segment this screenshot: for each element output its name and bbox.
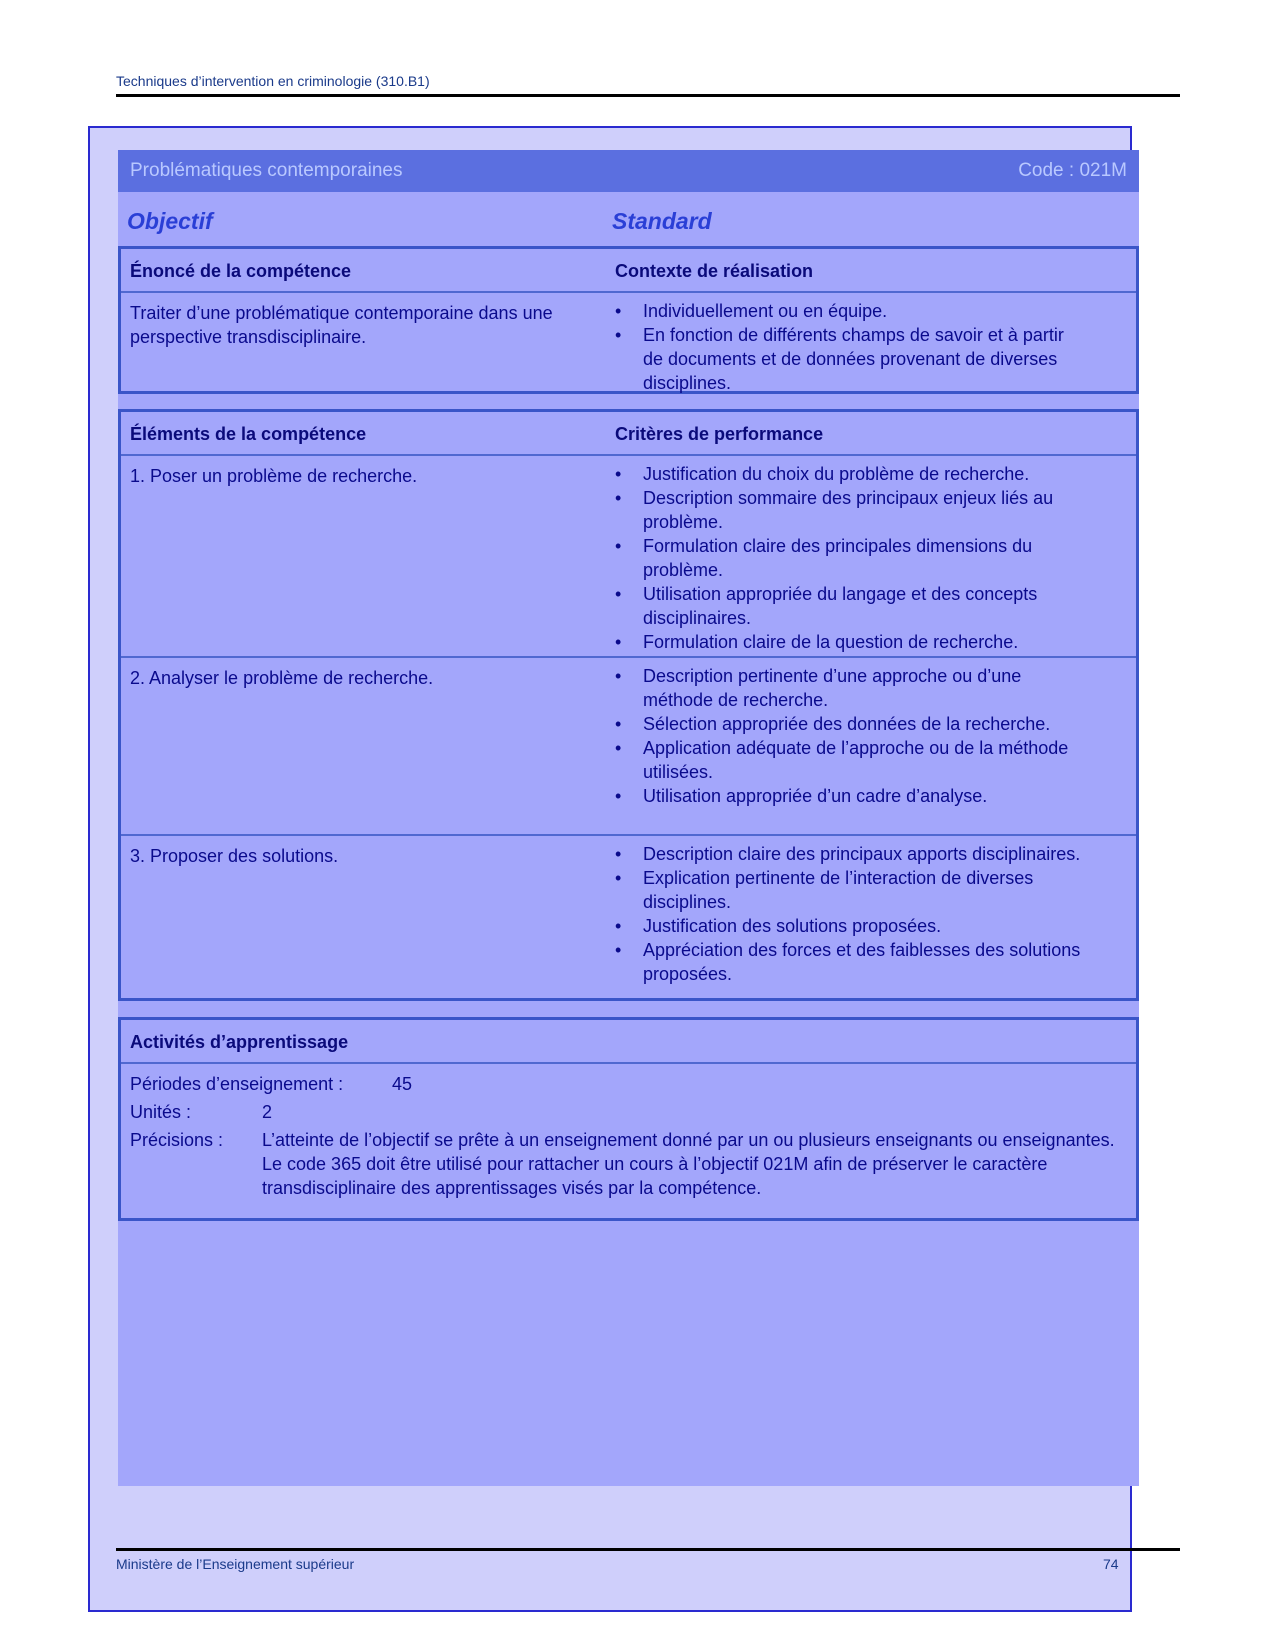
competence-section (118, 246, 1139, 394)
contexte-list (615, 299, 1085, 395)
criterion-item: • Formulation claire des principales dimensions du problème. (615, 534, 1085, 582)
precisions-paragraph: Le code 365 doit être utilisé pour rattacher un cours à l’objectif 021M afin de préserver le caractère transdisciplinaire des apprentissages visés par la compétence. (262, 1154, 1048, 1198)
footer-rule (116, 1548, 1180, 1551)
precisions-text (262, 1128, 1127, 1200)
element-text: 1. Poser un problème de recherche. (130, 466, 418, 486)
activities-section-header (121, 1020, 1136, 1064)
course-title: Problématiques contemporaines (130, 160, 403, 181)
element-row (121, 836, 1136, 1000)
precisions-paragraph: L’atteinte de l’objectif se prête à un enseignement donné par un ou plusieurs enseignants ou enseignantes. (262, 1130, 1115, 1150)
contexte-item: • Individuellement ou en équipe. (615, 299, 1085, 323)
element-text: 3. Proposer des solutions. (130, 846, 339, 866)
competence-row (121, 293, 1136, 393)
activities-heading: Activités d’apprentissage (130, 1032, 349, 1052)
elements-section (118, 409, 1139, 1001)
standard-heading: Standard (612, 208, 712, 234)
precisions-label: Précisions : (130, 1130, 224, 1150)
contexte-heading: Contexte de réalisation (615, 261, 814, 281)
criterion-item: • Description sommaire des principaux enjeux liés au problème. (615, 486, 1085, 534)
activities-section (118, 1017, 1139, 1221)
periods-label: Périodes d’enseignement : (130, 1074, 344, 1094)
criterion-item: • Justification des solutions proposées. (615, 914, 1085, 938)
running-header: Techniques d’intervention en criminologie (310.B1) (116, 73, 430, 89)
competence-section-header (121, 249, 1136, 293)
elements-heading: Éléments de la compétence (130, 424, 367, 444)
header-rule (116, 94, 1180, 97)
criterion-item: • Utilisation appropriée d’un cadre d’analyse. (615, 784, 1085, 808)
element-row (121, 658, 1136, 836)
periods-value: 45 (392, 1074, 413, 1094)
criterion-item: • Description claire des principaux apports disciplinaires. (615, 842, 1085, 866)
elements-section-header (121, 412, 1136, 456)
criterion-item: • Appréciation des forces et des faiblesses des solutions proposées. (615, 938, 1085, 986)
title-bar (118, 150, 1139, 192)
precisions-line (130, 1128, 1127, 1200)
criterion-item: • Formulation claire de la question de recherche. (615, 630, 1085, 654)
criteria-list (615, 842, 1085, 986)
criterion-item: • Justification du choix du problème de recherche. (615, 462, 1085, 486)
criterion-item: • Explication pertinente de l’interaction de diverses disciplines. (615, 866, 1085, 914)
periods-line (130, 1072, 1127, 1096)
criterion-item: • Utilisation appropriée du langage et des concepts disciplinaires. (615, 582, 1085, 630)
units-line (130, 1100, 1127, 1124)
course-code: Code : 021M (1018, 160, 1127, 181)
criterion-item: • Application adéquate de l’approche ou de la méthode utilisées. (615, 736, 1085, 784)
criteria-list (615, 462, 1085, 654)
objective-heading: Objectif (127, 208, 213, 234)
enonce-text: Traiter d’une problématique contemporaine dans une perspective transdisciplinaire. (130, 303, 553, 347)
criterion-item: • Sélection appropriée des données de la recherche. (615, 712, 1085, 736)
units-value: 2 (262, 1102, 273, 1122)
activities-body (121, 1064, 1136, 1200)
units-label: Unités : (130, 1102, 192, 1122)
element-text: 2. Analyser le problème de recherche. (130, 668, 434, 688)
page-number: 74 (1103, 1556, 1119, 1572)
criteria-list (615, 664, 1085, 808)
criterion-item: • Description pertinente d’une approche ou d’une méthode de recherche. (615, 664, 1085, 712)
running-footer: Ministère de l’Enseignement supérieur (116, 1556, 355, 1572)
contexte-item: • En fonction de différents champs de savoir et à partir de documents et de données provenant de diverses disciplines. (615, 323, 1085, 395)
enonce-heading: Énoncé de la compétence (130, 261, 352, 281)
element-row (121, 456, 1136, 658)
criteria-heading: Critères de performance (615, 424, 824, 444)
